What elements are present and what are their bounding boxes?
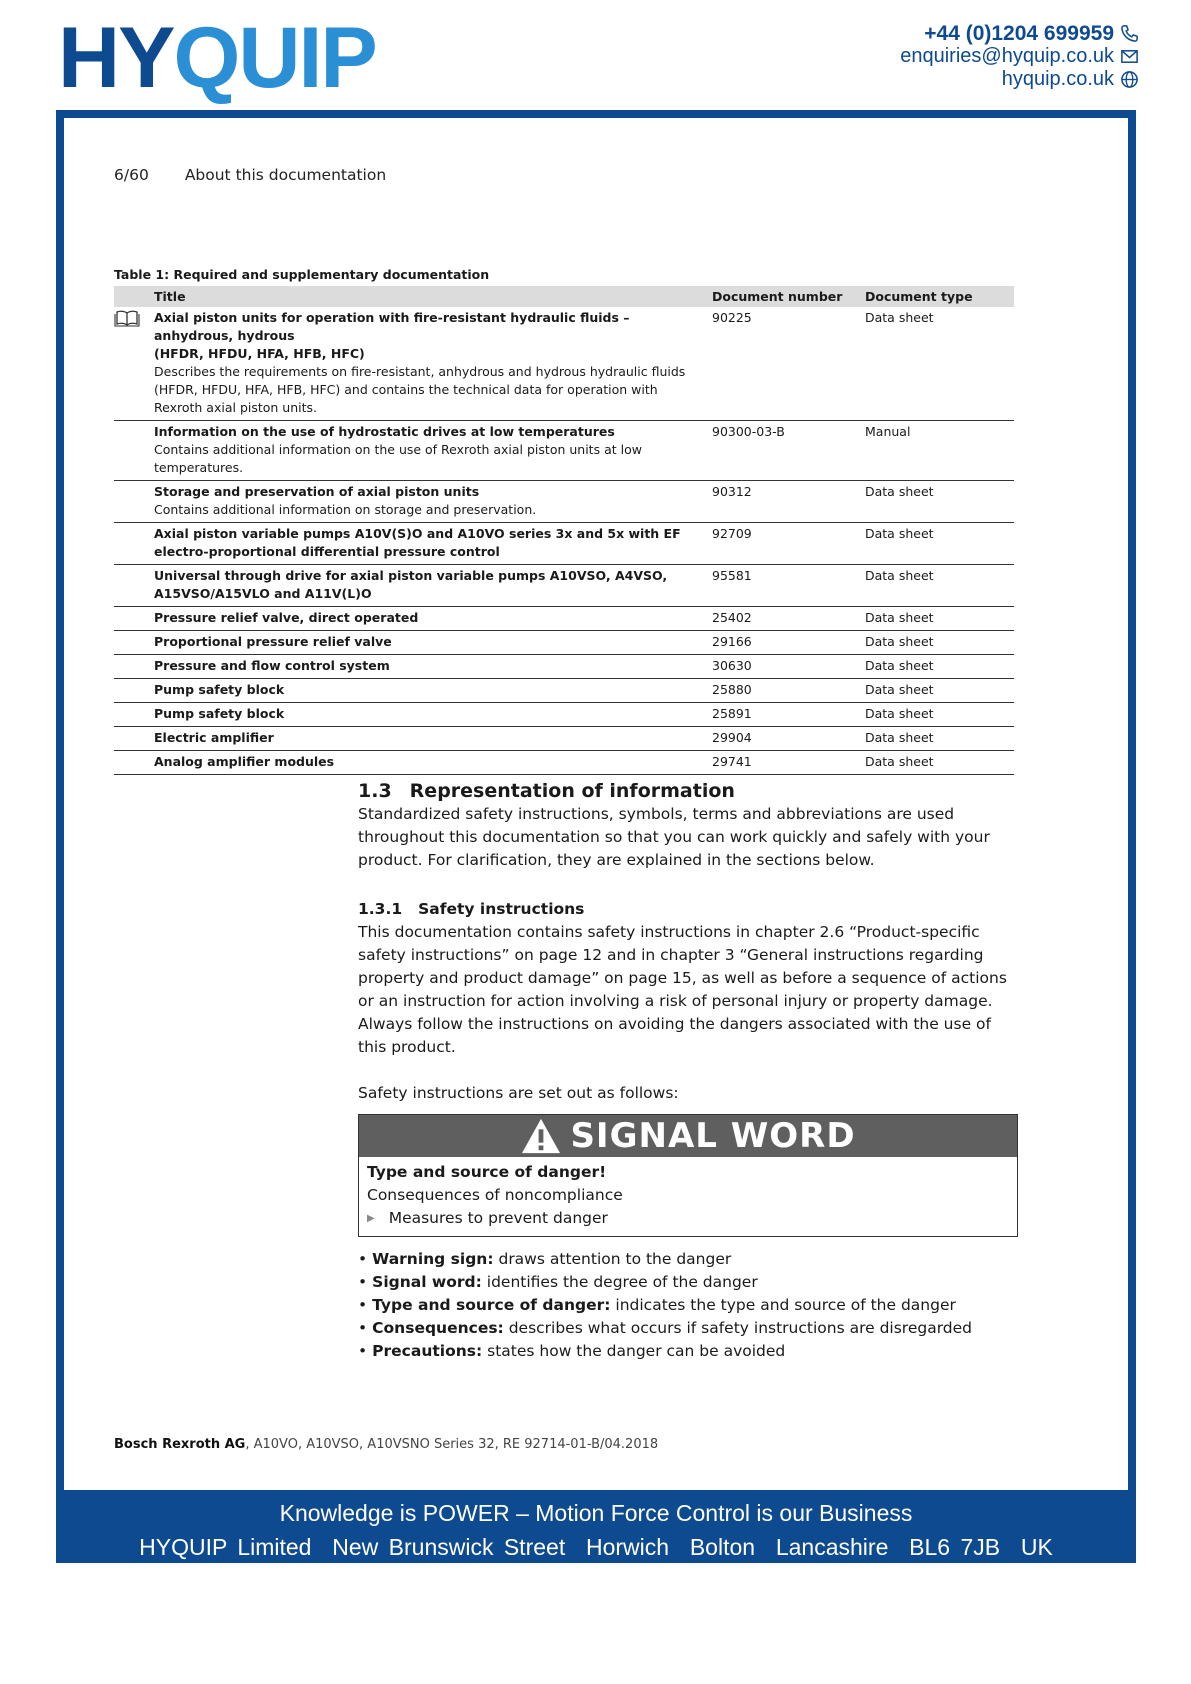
row-description: Contains additional information on the use of Rexroth axial piston units at low temperatures. <box>154 442 642 475</box>
document-footer <box>114 1437 658 1452</box>
row-title: Pump safety block <box>150 703 708 727</box>
row-number: 25891 <box>708 703 861 727</box>
table-row <box>114 565 1014 607</box>
table-row <box>114 307 1014 421</box>
signal-word: SIGNAL WORD <box>570 1116 856 1156</box>
row-type: Data sheet <box>861 631 1014 655</box>
footer-band <box>56 1490 1136 1563</box>
email-row[interactable] <box>900 45 1139 68</box>
row-number: 90312 <box>708 481 861 523</box>
footer-address: HYQUIP Limited New Brunswick Street Horwich Bolton Lancashire BL6 7JB UK <box>139 1534 1053 1560</box>
icon-cell <box>114 307 150 421</box>
row-title: Pump safety block <box>150 679 708 703</box>
page-header <box>114 166 386 184</box>
warning-triangle-icon <box>520 1117 562 1155</box>
table-row <box>114 679 1014 703</box>
row-title-cell <box>150 307 708 421</box>
header-document-number: Document number <box>708 286 861 307</box>
table-row <box>114 703 1014 727</box>
header-title: Title <box>150 286 708 307</box>
row-type: Data sheet <box>861 655 1014 679</box>
row-title: Axial piston units for operation with fire-resistant hydraulic fluids – anhydrous, hydrous <box>154 310 630 343</box>
phone-icon <box>1120 24 1139 43</box>
document-reference: , A10VO, A10VSO, A10VSNO Series 32, RE 92714-01-B/04.2018 <box>245 1437 659 1452</box>
row-type: Data sheet <box>861 727 1014 751</box>
signal-header <box>359 1115 1017 1157</box>
table-row <box>114 655 1014 679</box>
section-safety-instructions <box>358 898 1018 1105</box>
row-title: Analog amplifier modules <box>150 751 708 775</box>
row-title: Pressure relief valve, direct operated <box>150 607 708 631</box>
row-type: Data sheet <box>861 481 1014 523</box>
email-address[interactable]: enquiries@hyquip.co.uk <box>900 45 1114 67</box>
table-row <box>114 523 1014 565</box>
row-title: Information on the use of hydrostatic drives at low temperatures <box>154 424 615 439</box>
section-name: About this documentation <box>184 166 387 184</box>
row-number: 29741 <box>708 751 861 775</box>
row-type: Data sheet <box>861 679 1014 703</box>
section-representation <box>358 780 1018 872</box>
subsection-body: This documentation contains safety instructions in chapter 2.6 “Product-specific safety instructions” on page 12 and in chapter 3 “General instructions regarding property and product damage” on page 15, as well as before a sequence of actions or an instruction for action involving a risk of personal injury or property damage. Always follow the instructions on avoiding the dangers associated with the use of this product. <box>358 923 1007 1056</box>
row-number: 90225 <box>708 307 861 421</box>
footer-slogan: Knowledge is POWER – Motion Force Control is our Business <box>279 1500 913 1526</box>
website-link[interactable]: hyquip.co.uk <box>1001 68 1114 90</box>
envelope-icon <box>1120 47 1139 66</box>
row-type: Data sheet <box>861 307 1014 421</box>
list-item: • Precautions: states how the danger can be avoided <box>358 1340 972 1363</box>
website-row[interactable] <box>900 68 1139 91</box>
table-header-icon-col <box>114 286 150 307</box>
row-number: 29904 <box>708 727 861 751</box>
row-type: Manual <box>861 421 1014 481</box>
row-number: 29166 <box>708 631 861 655</box>
contact-block <box>900 22 1139 91</box>
company-name: Bosch Rexroth AG <box>114 1437 246 1452</box>
section-body: Standardized safety instructions, symbols, terms and abbreviations are used throughout this documentation so that you can work quickly and safely with your product. For clarification, they are explained in the sections below. <box>358 805 990 869</box>
globe-icon <box>1120 70 1139 89</box>
table-row <box>114 631 1014 655</box>
header-document-type: Document type <box>861 286 1014 307</box>
hyquip-logo: HY Q UIP <box>58 10 376 106</box>
row-description: Contains additional information on storage and preservation. <box>154 502 537 517</box>
table-header-row <box>114 286 1014 307</box>
row-title-2: (HFDR, HFDU, HFA, HFB, HFC) <box>154 346 365 361</box>
row-title: Proportional pressure relief valve <box>150 631 708 655</box>
phone-row[interactable] <box>900 22 1139 45</box>
list-item: • Type and source of danger: indicates the type and source of the danger <box>358 1294 972 1317</box>
row-type: Data sheet <box>861 607 1014 631</box>
row-number: 92709 <box>708 523 861 565</box>
row-type: Data sheet <box>861 751 1014 775</box>
list-item: • Consequences: describes what occurs if safety instructions are disregarded <box>358 1317 972 1340</box>
phone-number[interactable]: +44 (0)1204 699959 <box>924 21 1114 45</box>
row-type: Data sheet <box>861 523 1014 565</box>
table-row <box>114 607 1014 631</box>
signal-word-box <box>358 1114 1018 1237</box>
table-row <box>114 727 1014 751</box>
danger-measures: ▶ Measures to prevent danger <box>367 1207 1009 1232</box>
table-row <box>114 751 1014 775</box>
row-number: 25402 <box>708 607 861 631</box>
book-icon <box>114 309 140 327</box>
row-title-cell <box>150 421 708 481</box>
table-row <box>114 421 1014 481</box>
row-title: Axial piston variable pumps A10V(S)O and A10VO series 3x and 5x with EF electro-proportional differential pressure control <box>150 523 708 565</box>
subsection-heading: 1.3.1 Safety instructions <box>358 900 585 918</box>
list-item: • Signal word: identifies the degree of the danger <box>358 1271 972 1294</box>
row-title: Universal through drive for axial piston variable pumps A10VSO, A4VSO, A15VSO/A15VLO and A11V(L)O <box>150 565 708 607</box>
signal-body <box>359 1157 1017 1236</box>
row-title: Electric amplifier <box>150 727 708 751</box>
row-type: Data sheet <box>861 703 1014 727</box>
danger-consequences: Consequences of noncompliance <box>367 1186 623 1204</box>
row-number: 95581 <box>708 565 861 607</box>
safety-legend-list <box>358 1248 972 1363</box>
row-title: Pressure and flow control system <box>150 655 708 679</box>
page-number: 6/60 <box>114 166 149 184</box>
subsection-lead: Safety instructions are set out as follows: <box>358 1084 679 1102</box>
row-number: 90300-03-B <box>708 421 861 481</box>
section-heading: 1.3 Representation of information <box>358 780 735 802</box>
danger-type-source: Type and source of danger! <box>367 1163 607 1181</box>
row-title: Storage and preservation of axial piston units <box>154 484 480 499</box>
row-number: 25880 <box>708 679 861 703</box>
row-description: Describes the requirements on fire-resistant, anhydrous and hydrous hydraulic fluids (HFDR, HFDU, HFA, HFB, HFC) and contains the technical data for operation with Rexroth axial piston units. <box>154 364 686 415</box>
row-title-cell <box>150 481 708 523</box>
table-row <box>114 481 1014 523</box>
row-number: 30630 <box>708 655 861 679</box>
list-item: • Warning sign: draws attention to the danger <box>358 1248 972 1271</box>
row-type: Data sheet <box>861 565 1014 607</box>
table-caption: Table 1: Required and supplementary documentation <box>114 267 490 282</box>
documentation-table <box>114 286 1014 775</box>
